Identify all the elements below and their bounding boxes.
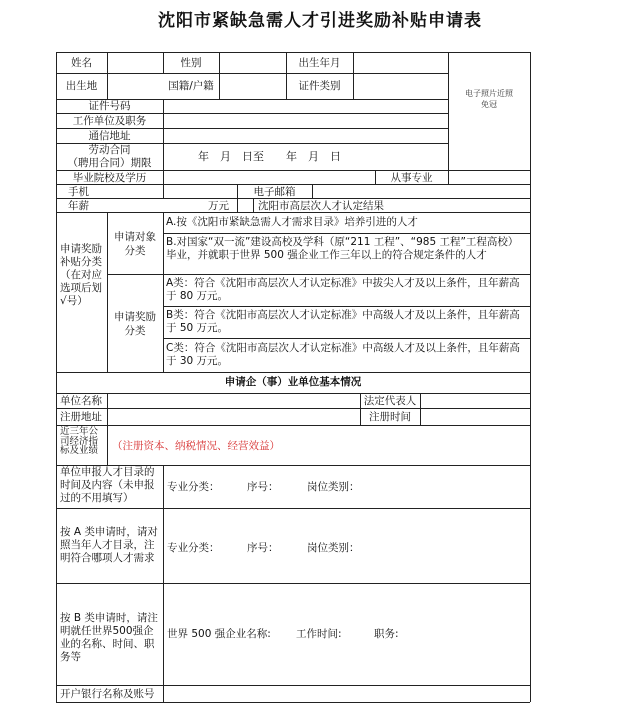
class-a-label: 按 A 类申请时，请对照当年人才目录，注明符合哪项人才需求 [60,526,158,564]
reward-option-c: C类：符合《沈阳市高层次人才认定标准》中高级人才及以上条件，且年薪高于 30 万元。 [166,342,520,367]
col-line [420,393,421,425]
page-title: 沈阳市紧缺急需人才引进奖励补贴申请表 [158,11,482,31]
row-line [56,508,530,509]
top500-company-label: 世界 500 强企业名称: [167,628,271,640]
row-line [56,212,530,213]
reward-option-b: B类：符合《沈阳市高层次人才认定标准》中高级人才及以上条件，且年薪高于 50 万元。 [166,309,520,334]
col-line [312,184,313,198]
nationality-label: 国籍/户籍 [168,80,214,92]
row-line [56,170,530,171]
catalog-major-category: 专业分类： [167,481,220,493]
gender-label: 性别 [180,57,202,69]
row-line [56,52,530,53]
row-line [56,702,530,703]
row-line [56,393,530,394]
salary-unit: 万元 [208,200,229,212]
row-line [56,128,448,129]
row-line [56,184,530,185]
object-category-label: 申请对象分类 [114,231,156,257]
class-a-post-category: 岗位类别： [307,542,360,554]
phone-label: 手机 [68,186,89,198]
object-option-a: A.按《沈阳市紧缺急需人才需求目录》培养引进的人才 [166,216,418,228]
salary-label: 年薪 [68,200,89,212]
legal-rep-label: 法定代表人 [363,395,417,407]
bank-label: 开户银行名称及账号 [60,688,155,700]
row-line [163,306,530,307]
contract-period-value: 年 月 日至 年 月 日 [198,150,341,163]
catalog-label: 单位申报人才目录的时间及内容（未申报过的不用填写） [60,466,155,504]
col-line [448,52,449,184]
id-type-label: 证件类别 [298,80,341,92]
row-line [163,233,530,234]
col-line [353,52,354,99]
class-a-serial-no: 序号： [247,542,279,554]
category-label: 申请奖励补贴分类（在对应选项后划√号） [60,243,102,307]
col-line [530,52,531,702]
id-number-label: 证件号码 [88,100,131,112]
reg-time-label: 注册时间 [369,411,411,423]
row-line [56,408,530,409]
class-b-label: 按 B 类申请时，请注明就任世界500强企业的名称、时间、职务等 [60,612,158,663]
birth-date-label: 出生年月 [298,57,341,69]
work-unit-label: 工作单位及职务 [72,115,147,127]
name-label: 姓名 [71,57,92,69]
reward-option-a: A类：符合《沈阳市高层次人才认定标准》中拔尖人才及以上条件，且年薪高于 80 万元。 [166,277,520,302]
row-line [56,372,530,373]
school-label: 毕业院校及学历 [72,172,147,184]
unit-name-label: 单位名称 [60,395,102,407]
col-line [107,425,108,465]
reg-address-label: 注册地址 [60,411,102,423]
row-line [56,113,448,114]
col-line [163,99,164,198]
ops-hint: （注册资本、纳税情况、经营效益） [112,440,280,452]
contract-label: 劳动合同 [88,144,131,156]
position-label: 职务: [374,628,399,640]
company-section-title: 申请企（事）业单位基本情况 [224,376,362,388]
row-line [107,274,530,275]
birthplace-label: 出生地 [65,80,98,92]
col-line [107,212,108,372]
catalog-post-category: 岗位类别： [307,481,360,493]
photo-placeholder: 电子照片近照免冠 [465,89,513,109]
col-line [163,212,164,372]
major-label: 从事专业 [390,172,433,184]
row-line [163,338,530,339]
col-line [253,198,254,212]
contract-period-label: （聘用合同）期限 [67,157,152,169]
row-line [56,425,530,426]
row-line [56,73,448,74]
col-line [107,393,108,425]
ops-label: 近三年公司经济指标及业绩 [60,426,99,456]
row-line [56,583,530,584]
catalog-serial-no: 序号： [247,481,279,493]
object-option-b: B.对国家“双一流”建设高校及学科（原“211 工程”、“985 工程”工程高校）毕业，并就职于世界 500 强企业工作三年以上的符合规定条件的人才 [166,236,519,261]
address-label: 通信地址 [88,130,131,142]
email-label: 电子邮箱 [253,186,296,198]
col-line [107,52,108,99]
reward-category-label: 申请奖励分类 [114,311,156,337]
work-time-label: 工作时间: [296,628,342,640]
col-line [163,465,164,702]
row-line [56,685,530,686]
certification-label: 沈阳市高层次人才认定结果 [258,200,384,212]
row-line [56,198,530,199]
class-a-major-category: 专业分类： [167,542,220,554]
